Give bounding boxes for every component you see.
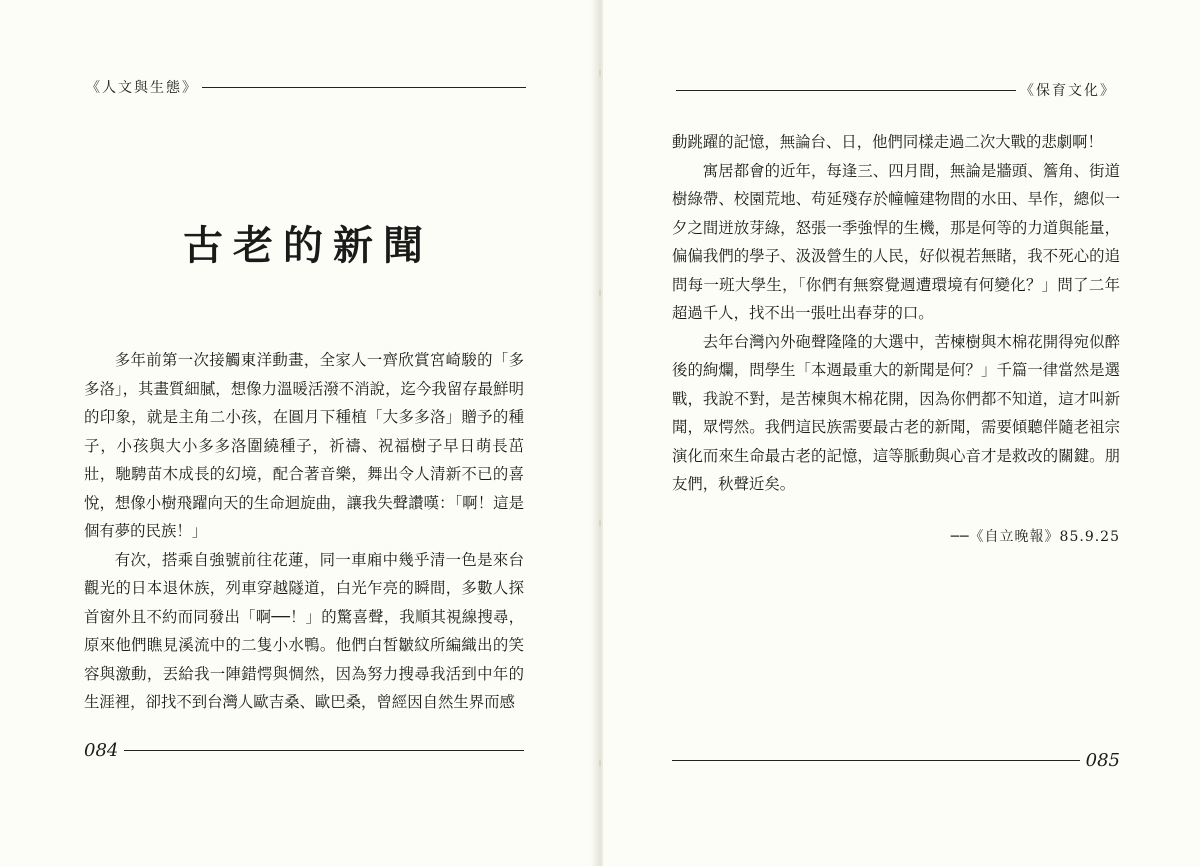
left-footer xyxy=(84,738,524,762)
right-page-number: 085 xyxy=(1085,749,1120,771)
footer-rule xyxy=(124,750,524,751)
right-running-header xyxy=(676,80,1116,100)
binding-stitch xyxy=(599,760,601,766)
right-running-header-text: 《保育文化》 xyxy=(1020,83,1116,99)
left-page xyxy=(0,0,597,866)
footer-rule xyxy=(672,760,1080,761)
binding-stitch xyxy=(599,290,601,296)
header-rule xyxy=(676,90,1016,91)
right-body-text xyxy=(672,128,1120,499)
paragraph: 多年前第一次接觸東洋動畫，全家人一齊欣賞宮崎駿的「多多洛」，其畫質細膩，想像力溫暖活潑不消說，迄今我留存最鮮明的印象，就是主角二小孩，在圓月下種植「大多多洛」贈予的種子，小孩與大小多多洛圍繞種子，祈禱、祝福樹子早日萌長茁壯，馳騁苗木成長的幻境，配合著音樂，舞出令人清新不已的喜悅，想像小樹飛躍向天的生命迴旋曲，讓我失聲讚嘆：「啊！這是個有夢的民族！」 xyxy=(84,351,524,540)
article-title: 古老的新聞 xyxy=(183,222,433,269)
source-citation: ──《自立晚報》85.9.25 xyxy=(950,529,1120,545)
paragraph: 有次，搭乘自強號前往花蓮，同一車廂中幾乎清一色是來台觀光的日本退休族，列車穿越隧道，白光乍亮的瞬間，多數人探首窗外且不約而同發出「啊──！」的驚喜聲，我順其視線搜尋，原來他們瞧見溪流中的二隻小水鴨。他們白皙皺紋所編織出的笑容與激動，丟給我一陣錯愕與惆然，因為努力搜尋我活到中年的生涯裡，卻找不到台灣人歐吉桑、歐巴桑，曾經因自然生界而感 xyxy=(84,550,524,711)
paragraph: 動跳躍的記憶，無論台、日，他們同樣走過二次大戰的悲劇啊！ xyxy=(672,133,1103,151)
paragraph: 去年台灣內外砲聲隆隆的大選中，苦楝樹與木棉花開得宛似醉後的絢爛，問學生「本週最重大的新聞是何？」千篇一律當然是選戰，我說不對，是苦楝與木棉花開，因為你們都不知道，這才叫新聞，眾愕然。我們這民族需要最古老的新聞，需要傾聽伴隨老祖宗演化而來生命最古老的記憶，這等脈動與心音才是救改的關鍵。朋友們，秋聲近矣。 xyxy=(672,332,1120,493)
header-rule xyxy=(202,87,526,88)
left-running-header-text: 《人文與生態》 xyxy=(86,80,198,96)
right-footer xyxy=(672,748,1120,772)
binding-stitch xyxy=(599,520,601,526)
left-running-header xyxy=(86,77,526,97)
binding-stitch xyxy=(599,70,601,76)
left-body-text xyxy=(84,346,524,717)
paragraph: 寓居都會的近年，每逢三、四月間，無論是牆頭、簷角、街道樹綠帶、校園荒地、苟延殘存於幢幢建物間的水田、旱作，總似一夕之間迸放芽綠，怒張一季強悍的生機，那是何等的力道與能量，偏偏我們的學子、汲汲營生的人民，好似視若無睹，我不死心的追問每一班大學生，「你們有無察覺週遭環境有何變化？」問了二年超過千人，找不出一張吐出春芽的口。 xyxy=(672,161,1120,322)
left-page-number: 084 xyxy=(84,739,119,761)
